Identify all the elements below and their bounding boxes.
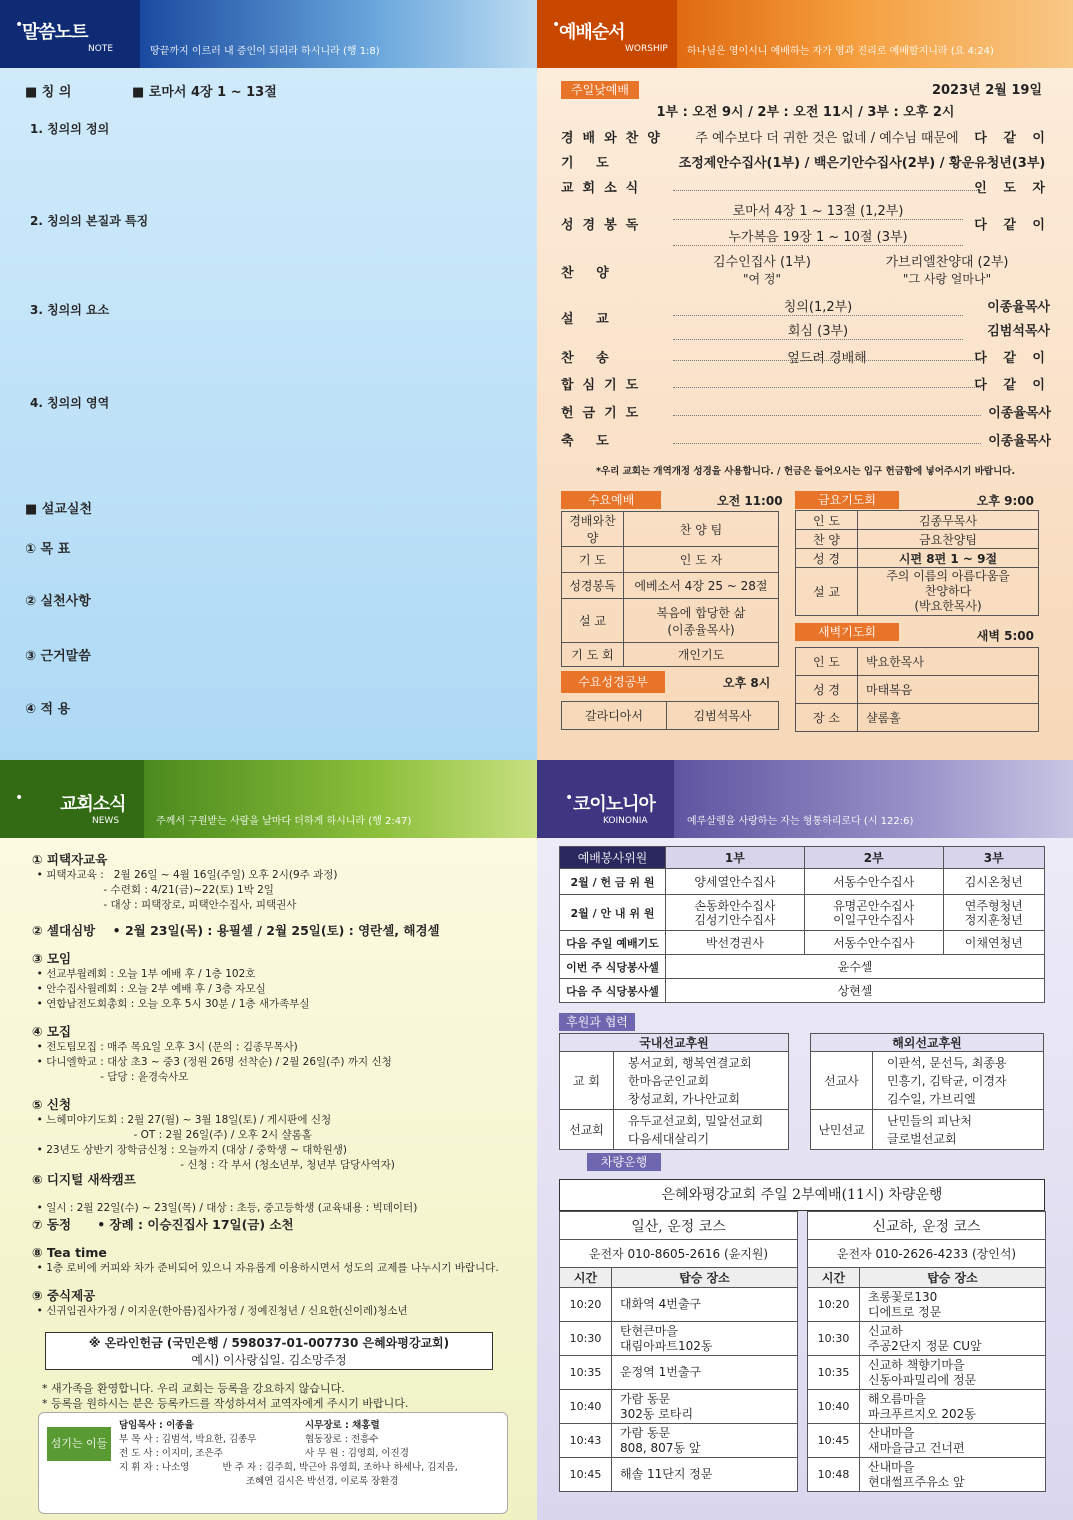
stop-time: 10:20	[808, 1288, 860, 1322]
staff-box	[38, 1412, 508, 1514]
order-row: 헌금기도 이종율목사	[561, 402, 1051, 422]
sermon-point: 1. 칭의의 정의	[30, 122, 110, 136]
service-date: 2023년 2월 19일	[931, 83, 1042, 98]
practice-item: ③ 근거말씀	[25, 649, 91, 664]
stop-time: 10:35	[808, 1356, 860, 1390]
stop-place: 탄현큰마을 대림아파트102동	[612, 1322, 798, 1356]
sermon-note-panel	[0, 0, 537, 760]
news-line: ⑧ Tea time	[32, 1245, 107, 1260]
order-row: 찬 양	[561, 266, 618, 281]
news-line: • 피택자교육 : 2월 26일 ~ 4월 16일(주일) 오후 2시(9주 과정)	[30, 869, 338, 881]
welcome-line: * 등록을 원하시는 분은 등록카드를 작성하셔서 교역자에게 주시기 바랍니다.	[42, 1397, 409, 1410]
news-line: • 전도팀모집 : 매주 목요일 오후 3시 (문의 : 김종무목사)	[30, 1041, 298, 1053]
order-row: 경배와찬양 주 예수보다 더 귀한 것은 없네 / 예수님 때문에 다 같 이	[561, 131, 1051, 146]
th-place: 탑승 장소	[860, 1268, 1046, 1288]
order-row: 교회소식 인 도 자	[561, 177, 1051, 197]
preacher-2: 김범석목사	[987, 324, 1050, 339]
service-volunteer-table: 예배봉사위원 1부 2부 3부 2월 / 헌 금 위 원 양세열안수집사 서동수안수집사 김시온청년 2월 / 안 내 위 원 손동화안수집사 김성기안수집사 유명곤안수집사 이일구안수집사 연주형청년 정지훈청년 다음 주일 예배기도 박선경권사 서동수안수집사 이채연청년 이번 주 식당봉사셀 윤수셀 다음 주 식당봉사셀 상현셀	[559, 846, 1045, 1003]
header-verse: 하나님은 영이시니 예배하는 자가 영과 진리로 예배할지니라 (요 4:24)	[687, 46, 994, 57]
sermon-note-title: 말씀노트	[22, 22, 88, 43]
header-verse: 땅끝까지 이르러 내 증인이 되리라 하시니라 (행 1:8)	[150, 46, 380, 57]
news-title: 교회소식	[60, 794, 126, 815]
car-title: 은혜와평강교회 주일 2부예배(11시) 차량운행	[559, 1179, 1045, 1211]
serve-label: 섬기는 이들	[47, 1427, 111, 1461]
stop-time: 10:30	[560, 1322, 612, 1356]
sermon-heading: ■ 칭 의	[25, 85, 72, 100]
wednesday-bible-label: 수요성경공부	[561, 671, 665, 693]
sermon-note-title-en: NOTE	[88, 44, 114, 54]
header-verse: 주께서 구원받는 사람을 날마다 더하게 하시니라 (행 2:47)	[156, 816, 412, 827]
church-news-panel	[0, 760, 537, 1520]
news-line: • 선교부월례회 : 오늘 1부 예배 후 / 1층 102호	[30, 968, 256, 980]
car-label: 차량운행	[587, 1153, 661, 1171]
stop-time: 10:30	[808, 1322, 860, 1356]
news-line: - 담당 : 윤경숙사모	[30, 1071, 189, 1083]
stop-place: 초롱꽃로130 디에트로 정문	[860, 1288, 1046, 1322]
overseas-support-table: 해외선교후원 선교사 이판석, 문선득, 최종용 민흥기, 김탁균, 이경자 김수일, 가브리엘 난민선교 난민들의 피난처 글로벌선교회	[810, 1033, 1044, 1150]
news-line: - 신청 : 각 부서 (청소년부, 청년부 담당사역자)	[30, 1159, 395, 1171]
order-row: 성경봉독 다 같 이	[561, 218, 1051, 233]
wednesday-label: 수요예배	[561, 491, 661, 509]
choir-1: 김수인집사 (1부)	[713, 255, 811, 270]
news-header: • 교회소식 NEWS 주께서 구원받는 사람을 날마다 더하게 하시니라 (행 2:47)	[0, 760, 537, 838]
practice-item: ① 목 표	[25, 542, 71, 557]
service-note: *우리 교회는 개역개정 성경을 사용합니다. / 헌금은 들어오시는 입구 헌금함에 넣어주시기 바랍니다.	[595, 466, 1016, 477]
news-line: ③ 모임	[32, 951, 72, 966]
practice-item: ④ 적 용	[25, 702, 71, 717]
sermon-point: 2. 칭의의 본질과 특징	[30, 214, 149, 228]
stop-time: 10:20	[560, 1288, 612, 1322]
news-line: - 대상 : 피택장로, 피택안수집사, 피택권사	[30, 899, 297, 911]
worship-title-en: WORSHIP	[625, 44, 668, 54]
koinonia-title: 코이노니아	[573, 794, 655, 815]
order-row: 합심기도 다 같 이	[561, 374, 1051, 394]
news-line: • 느헤미야기도회 : 2월 27(월) ~ 3월 18일(토) / 게시판에 신청	[30, 1114, 332, 1126]
stop-time: 10:48	[808, 1458, 860, 1492]
stop-place: 해솔 11단지 정문	[612, 1458, 798, 1492]
sermon-point: 4. 칭의의 영역	[30, 396, 110, 410]
sermon-2: 회심 (3부)	[673, 320, 963, 340]
stop-time: 10:40	[808, 1390, 860, 1424]
wednesday-table: 경배와찬양 찬 양 팀 기 도 인 도 자 성경봉독 에베소서 4장 25 ~ 28절 설 교 복음에 합당한 삶 (이종율목사) 기 도 회 개인기도	[561, 511, 779, 667]
stop-place: 가람 동문 808, 807동 앞	[612, 1424, 798, 1458]
news-title-en: NEWS	[92, 816, 120, 826]
news-line: - OT : 2월 26일(주) / 오후 2시 샬롬홀	[30, 1129, 312, 1141]
koinonia-title-en: KOINONIA	[603, 816, 648, 826]
dawn-table: 인 도 박요한목사 성 경 마태복음 장 소 샬롬홀	[795, 647, 1039, 732]
news-line: ⑤ 신청	[32, 1097, 72, 1112]
news-line: ⑦ 동정 • 장례 : 이승진집사 17일(금) 소천	[32, 1217, 294, 1232]
practice-title: ■ 설교실천	[25, 502, 93, 517]
stop-place: 해오름마을 파크푸르지오 202동	[860, 1390, 1046, 1424]
order-row: 축 도 이종율목사	[561, 430, 1051, 450]
news-line: • 안수집사월례회 : 오늘 2부 예배 후 / 3층 자모실	[30, 983, 266, 995]
worship-title: 예배순서	[559, 22, 625, 43]
worship-order-panel	[537, 0, 1073, 760]
stop-time: 10:45	[560, 1458, 612, 1492]
stop-place: 산내마을 현대썰프주유소 앞	[860, 1458, 1046, 1492]
dawn-time: 새벽 5:00	[976, 629, 1034, 643]
sermon-passage: ■ 로마서 4장 1 ~ 13절	[132, 85, 277, 100]
news-line: • 다니엘학교 : 대상 초3 ~ 중3 (정원 26명 선착순) / 2월 26일(주) 까지 신청	[30, 1056, 392, 1068]
news-line: ① 피택자교육	[32, 852, 108, 867]
course-driver: 운전자 010-8605-2616 (윤지원)	[560, 1240, 798, 1268]
news-line: • 연합남전도회총회 : 오늘 오후 5시 30분 / 1층 새가족부실	[30, 998, 310, 1010]
wednesday-time: 오전 11:00	[717, 494, 783, 508]
car-course-table	[807, 1211, 1046, 1492]
choir-1-song: "여 정"	[742, 272, 782, 286]
sunday-service-label: 주일낮예배	[561, 81, 639, 99]
news-line: • 23년도 상반기 장학금신청 : 오늘까지 (대상 / 중학생 ~ 대학원생)	[30, 1144, 347, 1156]
koinonia-header: • 코이노니아 KOINONIA 예루살렘을 사랑하는 자는 형통하리로다 (시 122:6)	[537, 760, 1073, 838]
course-driver: 운전자 010-2626-4233 (장인석)	[808, 1240, 1046, 1268]
service-times: 1부 : 오전 9시 / 2부 : 오전 11시 / 3부 : 오후 2시	[656, 105, 955, 120]
stop-time: 10:40	[560, 1390, 612, 1424]
practice-item: ② 실천사항	[25, 594, 91, 609]
stop-time: 10:43	[560, 1424, 612, 1458]
wednesday-bible-table: 갈라디아서 김범석목사	[561, 701, 779, 730]
sermon-note-header: • 말씀노트 NOTE 땅끝까지 이르러 내 증인이 되리라 하시니라 (행 1:8)	[0, 0, 537, 68]
online-offering-box: ※ 온라인헌금 (국민은행 / 598037-01-007730 은혜와평강교회) 예시) 이사랑십일. 김소망주정	[45, 1332, 493, 1370]
reading-2: 누가복음 19장 1 ~ 10절 (3부)	[673, 226, 963, 246]
sermon-1: 칭의(1,2부)	[673, 296, 963, 316]
friday-label: 금요기도회	[795, 491, 899, 509]
news-line: ⑥ 디지털 새싹캠프	[32, 1172, 136, 1187]
preacher-1: 이종율목사	[987, 300, 1050, 315]
order-row: 설 교	[561, 312, 618, 327]
wednesday-bible-time: 오후 8시	[723, 676, 771, 690]
choir-2-song: "그 사랑 얼마나"	[902, 272, 992, 286]
news-line: • 1층 로비에 커피와 차가 준비되어 있으니 자유롭게 이용하시면서 성도의 교제를 나누시기 바랍니다.	[30, 1262, 499, 1274]
th-time: 시간	[808, 1268, 860, 1288]
th-place: 탑승 장소	[612, 1268, 798, 1288]
news-line: ② 셀대심방 • 2월 23일(목) : 용필셀 / 2월 25일(토) : 영란셀, 해경셀	[32, 923, 440, 938]
stop-place: 운정역 1번출구	[612, 1356, 798, 1390]
news-line: ④ 모집	[32, 1024, 72, 1039]
friday-table: 인 도 김종무목사 찬 양 금요찬양팀 성 경 시편 8편 1 ~ 9절 설 교 주의 이름의 아름다움을 찬양하다 (박요한목사)	[795, 510, 1039, 616]
welcome-line: * 새가족을 환영합니다. 우리 교회는 등록을 강요하지 않습니다.	[42, 1382, 345, 1395]
choir-2: 가브리엘찬양대 (2부)	[885, 255, 1009, 270]
friday-time: 오후 9:00	[976, 494, 1034, 508]
header-verse: 예루살렘을 사랑하는 자는 형통하리로다 (시 122:6)	[687, 816, 914, 827]
order-row: 기 도 조정제안수집사(1부) / 백은기안수집사(2부) / 황운유청년(3부)	[561, 156, 1046, 171]
stop-place: 신교하 주공2단지 정문 CU앞	[860, 1322, 1046, 1356]
stop-time: 10:45	[808, 1424, 860, 1458]
course-name: 일산, 운정 코스	[560, 1212, 798, 1240]
stop-place: 신교하 책향기마을 신동아파밀리에 정문	[860, 1356, 1046, 1390]
stop-place: 산내마을 새마을금고 건너편	[860, 1424, 1046, 1458]
domestic-support-table: 국내선교후원 교 회 봉서교회, 행복연결교회 한마음군인교회 창성교회, 가나안교회 선교회 유두교선교회, 밀알선교회 다음세대살리기	[559, 1033, 789, 1150]
course-name: 신교하, 운정 코스	[808, 1212, 1046, 1240]
car-course-table	[559, 1211, 798, 1492]
news-line: • 신귀임권사가정 / 이지운(한아름)집사가정 / 정예진청년 / 신요한(신이레)청소년	[30, 1305, 408, 1317]
staff-list: 담임목사 : 이종율 시무장로 : 채홍렬 부 목 사 : 김범석, 박요한, 김종무 협동장로 : 전흥수 전 도 사 : 이지미, 조은주 사 무 원 : 김영희, 이진경 지 휘 자 : 나소영 반 주 자 : 김주희, 박근아 유영희, 조하나 하세나, 김지음, 조혜연 김시은 박선경, 이로록 장환경	[119, 1420, 458, 1487]
reading-1: 로마서 4장 1 ~ 13절 (1,2부)	[673, 200, 963, 220]
news-line: • 일시 : 2월 22일(수) ~ 23일(목) / 대상 : 초등, 중고등학생 (교육내용 : 빅데이터)	[30, 1202, 418, 1214]
sermon-point: 3. 칭의의 요소	[30, 303, 110, 317]
support-label: 후원과 협력	[559, 1013, 635, 1031]
stop-place: 가람 동문 302동 로타리	[612, 1390, 798, 1424]
order-row: 찬 송 엎드려 경배해 다 같 이	[561, 347, 1051, 367]
news-line: - 수련회 : 4/21(금)~22(토) 1박 2일	[30, 884, 274, 896]
stop-place: 대화역 4번출구	[612, 1288, 798, 1322]
dawn-label: 새벽기도회	[795, 623, 899, 641]
th-time: 시간	[560, 1268, 612, 1288]
news-line: ⑨ 중식제공	[32, 1288, 96, 1303]
worship-header: • 예배순서 WORSHIP 하나님은 영이시니 예배하는 자가 영과 진리로 예배할지니라 (요 4:24)	[537, 0, 1073, 68]
koinonia-panel	[537, 760, 1073, 1520]
stop-time: 10:35	[560, 1356, 612, 1390]
